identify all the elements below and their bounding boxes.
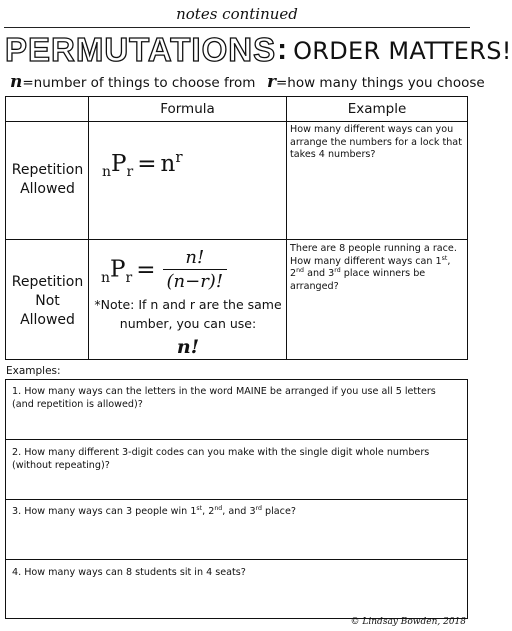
n-definition-text: =number of things to choose from bbox=[22, 75, 256, 91]
formula-fraction bbox=[163, 247, 228, 294]
example-repetition-not-allowed bbox=[290, 243, 466, 293]
question-text: 3. How many ways can 3 people win 1 bbox=[12, 506, 197, 517]
page-subtitle: ORDER MATTERS! bbox=[293, 37, 512, 65]
table-divider bbox=[6, 121, 467, 122]
example-text: and 3 bbox=[304, 268, 335, 279]
r-variable: r bbox=[267, 72, 276, 92]
ordinal-suffix: rd bbox=[334, 266, 341, 274]
row-label-line: Allowed bbox=[20, 181, 75, 197]
formula-base: n bbox=[160, 151, 176, 177]
formula-denominator: (n−r)! bbox=[166, 271, 224, 292]
formula-equals: = bbox=[137, 151, 157, 177]
examples-divider bbox=[6, 439, 467, 440]
row-label-line: Not bbox=[35, 293, 60, 309]
example-column-header: Example bbox=[347, 101, 407, 117]
example-text: place winners be arranged? bbox=[290, 268, 426, 292]
formula-exponent: r bbox=[175, 148, 183, 166]
example-text: , 2 bbox=[290, 255, 451, 279]
permutations-table bbox=[5, 96, 468, 360]
formula-column-header: Formula bbox=[160, 101, 215, 117]
examples-box bbox=[5, 379, 468, 619]
ordinal-suffix: nd bbox=[296, 266, 305, 274]
formula-note: *Note: If n and r are the same number, you can use: bbox=[94, 297, 282, 331]
formula-subscript-n: n bbox=[102, 164, 112, 180]
copyright-footer: © Lindsay Bowden, 2018 bbox=[350, 617, 466, 627]
formula-subscript-r: r bbox=[125, 269, 133, 286]
example-question: 2. How many different 3-digit codes can you make with the single digit whole numbers (without repeating)? bbox=[12, 447, 430, 471]
variable-definitions bbox=[10, 72, 485, 92]
ordinal-suffix: st bbox=[441, 254, 448, 262]
row-label-line: Allowed bbox=[20, 312, 75, 328]
ordinal-suffix: nd bbox=[214, 504, 223, 512]
formula-P: P bbox=[110, 256, 126, 283]
row-label-repetition-allowed bbox=[6, 161, 89, 199]
n-definition bbox=[10, 72, 256, 92]
row-label-repetition-not-allowed bbox=[6, 273, 89, 330]
example-question: 4. How many ways can 8 students sit in 4 seats? bbox=[12, 567, 246, 578]
formula-repetition-allowed bbox=[102, 148, 183, 180]
question-text: , and 3 bbox=[222, 506, 256, 517]
example-question bbox=[12, 505, 460, 518]
formula-equals: = bbox=[136, 256, 156, 283]
header-divider bbox=[4, 27, 470, 28]
table-divider bbox=[286, 97, 287, 359]
r-definition bbox=[267, 72, 485, 93]
example-repetition-allowed: How many different ways can you arrange the numbers for a lock that takes 4 numbers? bbox=[290, 124, 462, 160]
question-text: , 2 bbox=[202, 506, 215, 517]
formula-numerator: n! bbox=[163, 247, 228, 270]
formula-subscript-r: r bbox=[126, 164, 134, 180]
formula-P: P bbox=[111, 151, 127, 177]
question-text: place? bbox=[261, 506, 296, 517]
row-label-line: Repetition bbox=[11, 274, 84, 290]
ordinal-suffix: st bbox=[196, 504, 203, 512]
ordinal-suffix: rd bbox=[255, 504, 262, 512]
examples-divider bbox=[6, 559, 467, 560]
row-label-line: Repetition bbox=[11, 162, 84, 178]
n-variable: n bbox=[10, 72, 23, 92]
notes-continued-heading: notes continued bbox=[176, 5, 298, 23]
examples-label: Examples: bbox=[6, 365, 61, 377]
title-colon: : bbox=[277, 33, 288, 66]
example-text: There are 8 people running a race. How many different ways can 1 bbox=[290, 243, 457, 267]
title-row bbox=[5, 31, 512, 69]
page-title: PERMUTATIONS bbox=[5, 31, 277, 68]
table-divider bbox=[6, 239, 467, 240]
formula-repetition-not-allowed bbox=[101, 247, 227, 294]
r-definition-text: =how many things you choose bbox=[275, 75, 485, 91]
example-question: 1. How many ways can the letters in the word MAINE be arranged if you use all 5 letters (and repetition is allowed)? bbox=[12, 386, 436, 410]
formula-subscript-n: n bbox=[101, 269, 111, 286]
note-formula: n! bbox=[176, 336, 200, 358]
examples-divider bbox=[6, 499, 467, 500]
